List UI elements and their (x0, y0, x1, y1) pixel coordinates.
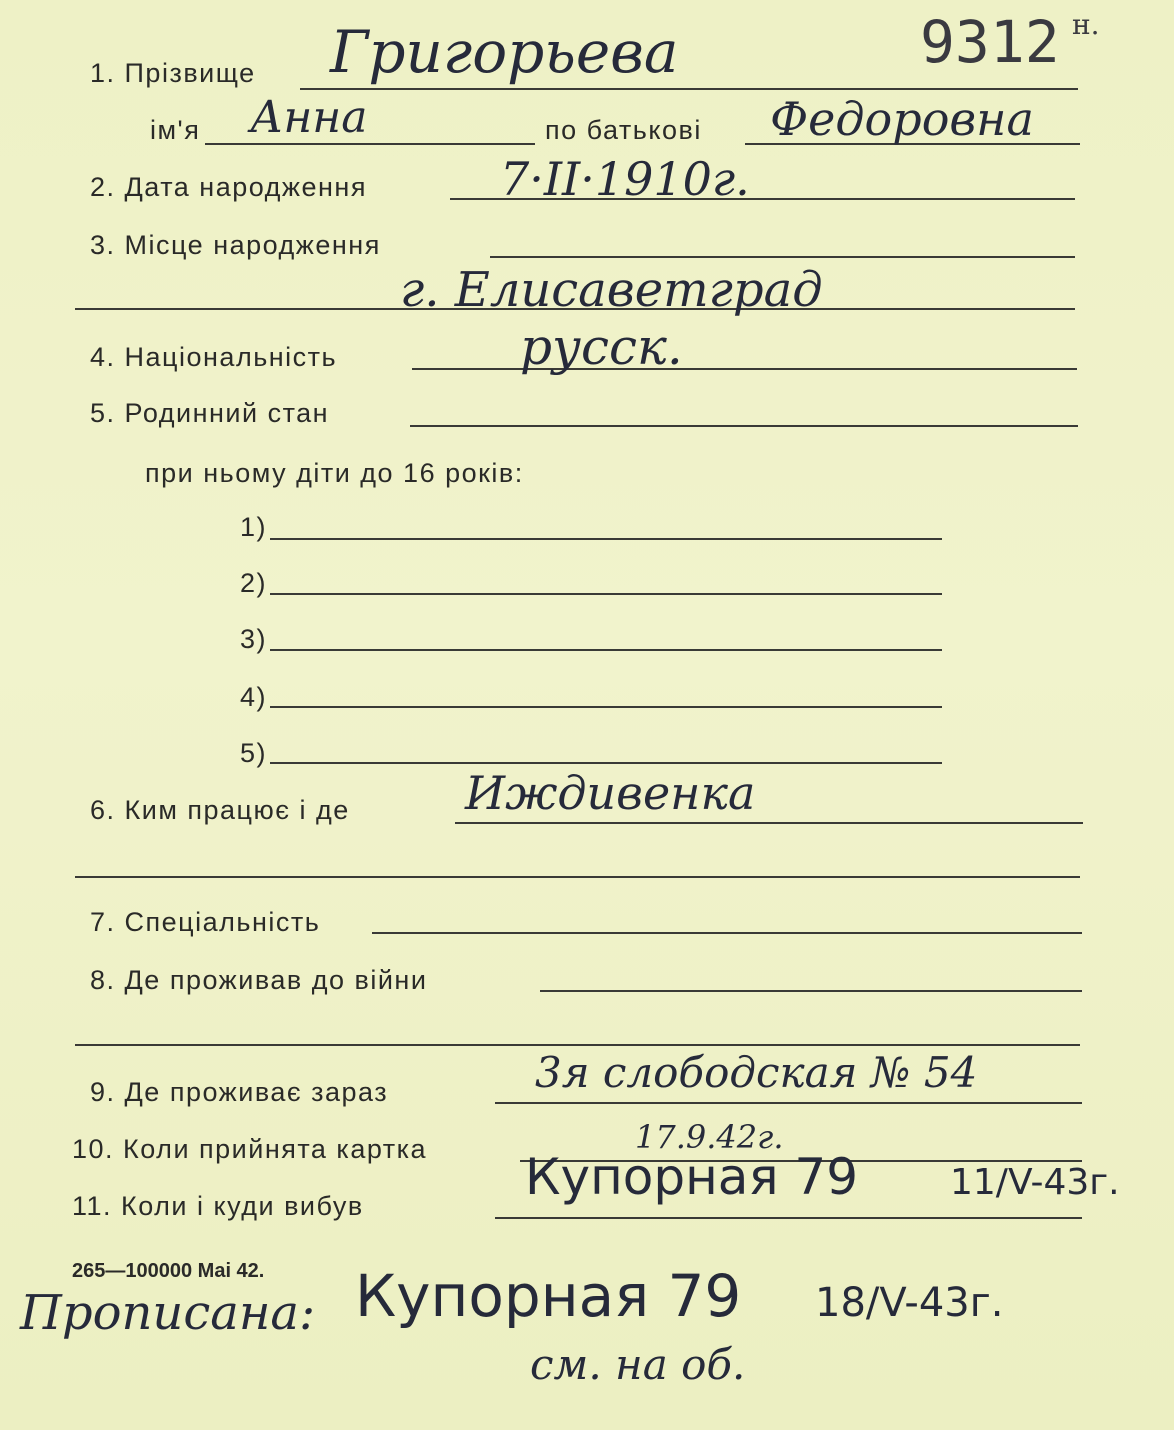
archive-number: 9312 (920, 8, 1060, 76)
current-line (495, 1102, 1082, 1104)
name-label: ім'я (150, 115, 201, 145)
child-item-label: 5) (240, 738, 268, 768)
registered-label: Прописана: (20, 1285, 316, 1341)
registered-date: 18/V-43г. (815, 1280, 1004, 1326)
specialty-line (372, 932, 1082, 934)
work-value: Иждивенка (465, 766, 756, 820)
archive-suffix: н. (1072, 8, 1100, 41)
work-line-1 (455, 822, 1083, 824)
surname-line (300, 88, 1078, 90)
departed-value: Купорная 79 (525, 1148, 859, 1206)
name-value: Анна (250, 92, 368, 143)
see-reverse-note: см. на об. (530, 1340, 746, 1389)
work-label: 6. Ким працює і де (90, 795, 350, 825)
child-line (270, 538, 942, 540)
accepted-label: 10. Коли прийнята картка (72, 1134, 428, 1164)
birthdate-value: 7·II·1910г. (500, 152, 750, 206)
prewar-label: 8. Де проживав до війни (90, 965, 428, 995)
birthplace-label: 3. Місце народження (90, 230, 381, 260)
birthplace-line-1 (490, 256, 1075, 258)
name-line (205, 143, 535, 145)
print-mark: 265—100000 Mai 42. (72, 1260, 265, 1282)
work-line-2 (75, 876, 1080, 878)
birthplace-value: г. Елисаветград (400, 262, 823, 318)
child-item-label: 1) (240, 512, 268, 542)
child-line (270, 706, 942, 708)
accepted-value: 17.9.42г. (635, 1118, 784, 1156)
current-value: 3я слободская № 54 (535, 1048, 978, 1097)
child-item-label: 3) (240, 624, 268, 654)
nationality-label: 4. Національність (90, 342, 338, 372)
departed-line (495, 1217, 1082, 1219)
birthdate-label: 2. Дата народження (90, 172, 367, 202)
surname-label: 1. Прізвище (90, 58, 256, 88)
patronymic-value: Федоровна (770, 92, 1034, 146)
family-label: 5. Родинний стан (90, 398, 330, 428)
family-line (410, 425, 1078, 427)
current-label: 9. Де проживає зараз (90, 1077, 389, 1107)
prewar-line-1 (540, 990, 1082, 992)
child-line (270, 762, 942, 764)
child-item-label: 2) (240, 568, 268, 598)
nationality-line (412, 368, 1077, 370)
nationality-value: русск. (520, 318, 683, 376)
child-item-label: 4) (240, 682, 268, 712)
specialty-label: 7. Спеціальність (90, 907, 321, 937)
departed-date: 11/V-43г. (950, 1162, 1120, 1203)
prewar-line-2 (75, 1044, 1080, 1046)
child-line (270, 649, 942, 651)
patronymic-label: по батькові (545, 115, 702, 145)
children-label: при ньому діти до 16 років: (145, 458, 524, 488)
child-line (270, 593, 942, 595)
departed-label: 11. Коли і куди вибув (72, 1191, 364, 1221)
surname-value: Григорьева (330, 18, 679, 86)
registered-address: Купорная 79 (355, 1262, 742, 1330)
